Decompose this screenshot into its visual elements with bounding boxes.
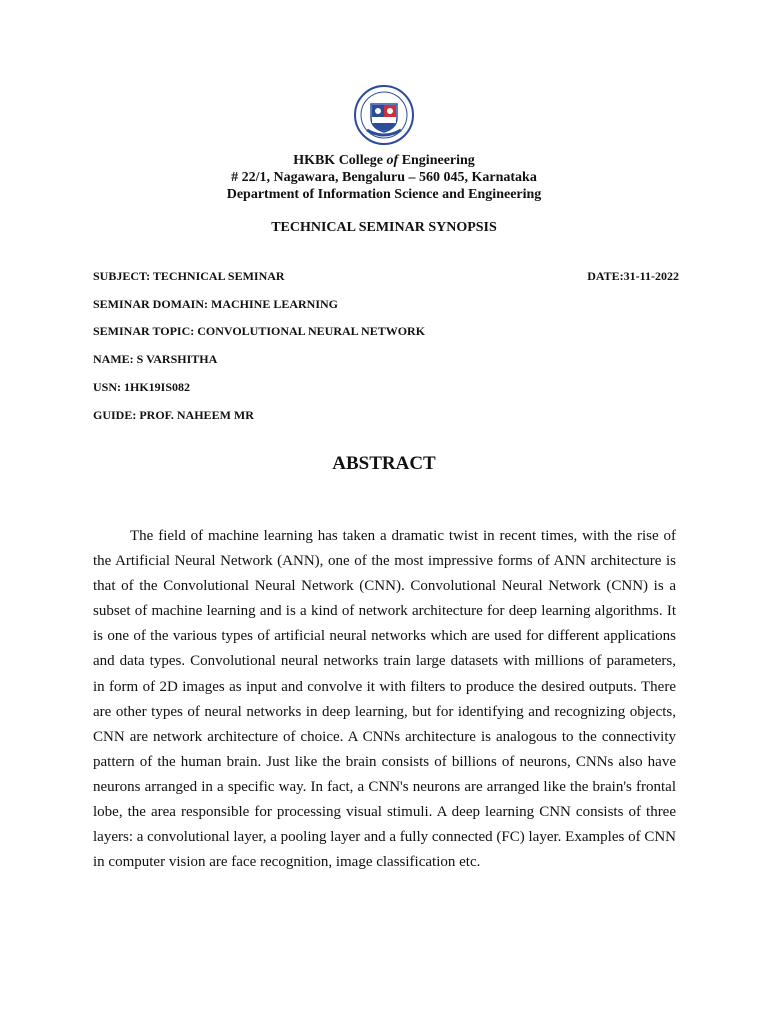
- college-name-suffix: Engineering: [398, 153, 475, 168]
- name-field: NAME: S VARSHITHA: [93, 352, 218, 366]
- college-name-of: of: [386, 153, 399, 168]
- guide-field: GUIDE: PROF. NAHEEM MR: [93, 408, 254, 422]
- college-emblem-icon: [353, 84, 415, 146]
- topic-field: SEMINAR TOPIC: CONVOLUTIONAL NEURAL NETWORK: [93, 324, 426, 338]
- document-type: TECHNICAL SEMINAR SYNOPSIS: [271, 220, 497, 235]
- subject-field: SUBJECT: TECHNICAL SEMINAR: [93, 269, 285, 283]
- department-name: Department of Information Science and Engineering: [226, 187, 542, 202]
- college-address: # 22/1, Nagawara, Bengaluru – 560 045, Karnataka: [231, 170, 537, 185]
- college-name-prefix: HKBK College: [293, 153, 387, 168]
- usn-field: USN: 1HK19IS082: [93, 380, 191, 394]
- domain-field: SEMINAR DOMAIN: MACHINE LEARNING: [93, 297, 339, 311]
- abstract-heading: ABSTRACT: [332, 453, 436, 474]
- date-field: DATE:31-11-2022: [587, 269, 679, 283]
- college-name: [0, 152, 768, 170]
- abstract-paragraph: The field of machine learning has taken a dramatic twist in recent times, with the rise of the Artificial Neural Network (ANN), one of the most impressive forms of ANN architecture is that of the Convolutional Neural Network (CNN). Convolutional Neural Network (CNN) is a subset of machine learning and is a kind of network architecture for deep learning algorithms. It is one of the various types of artificial neural networks which are used for different applications and data types. Convolutional neural networks train large datasets with millions of parameters, in form of 2D images as input and convolve it with filters to produce the desired outputs. There are other types of neural networks in deep learning, but for identifying and recognizing objects, CNN are network architecture of choice. A CNNs architecture is analogous to the connectivity pattern of the human brain. Just like the brain consists of billions of neurons, CNNs also have neurons arranged in a specific way. In fact, a CNN's neurons are arranged like the brain's frontal lobe, the area responsible for processing visual stimuli. A deep learning CNN consists of three layers: a convolutional layer, a pooling layer and a fully connected (FC) layer. Examples of CNN in computer vision are face recognition, image classification etc.: [93, 528, 676, 871]
